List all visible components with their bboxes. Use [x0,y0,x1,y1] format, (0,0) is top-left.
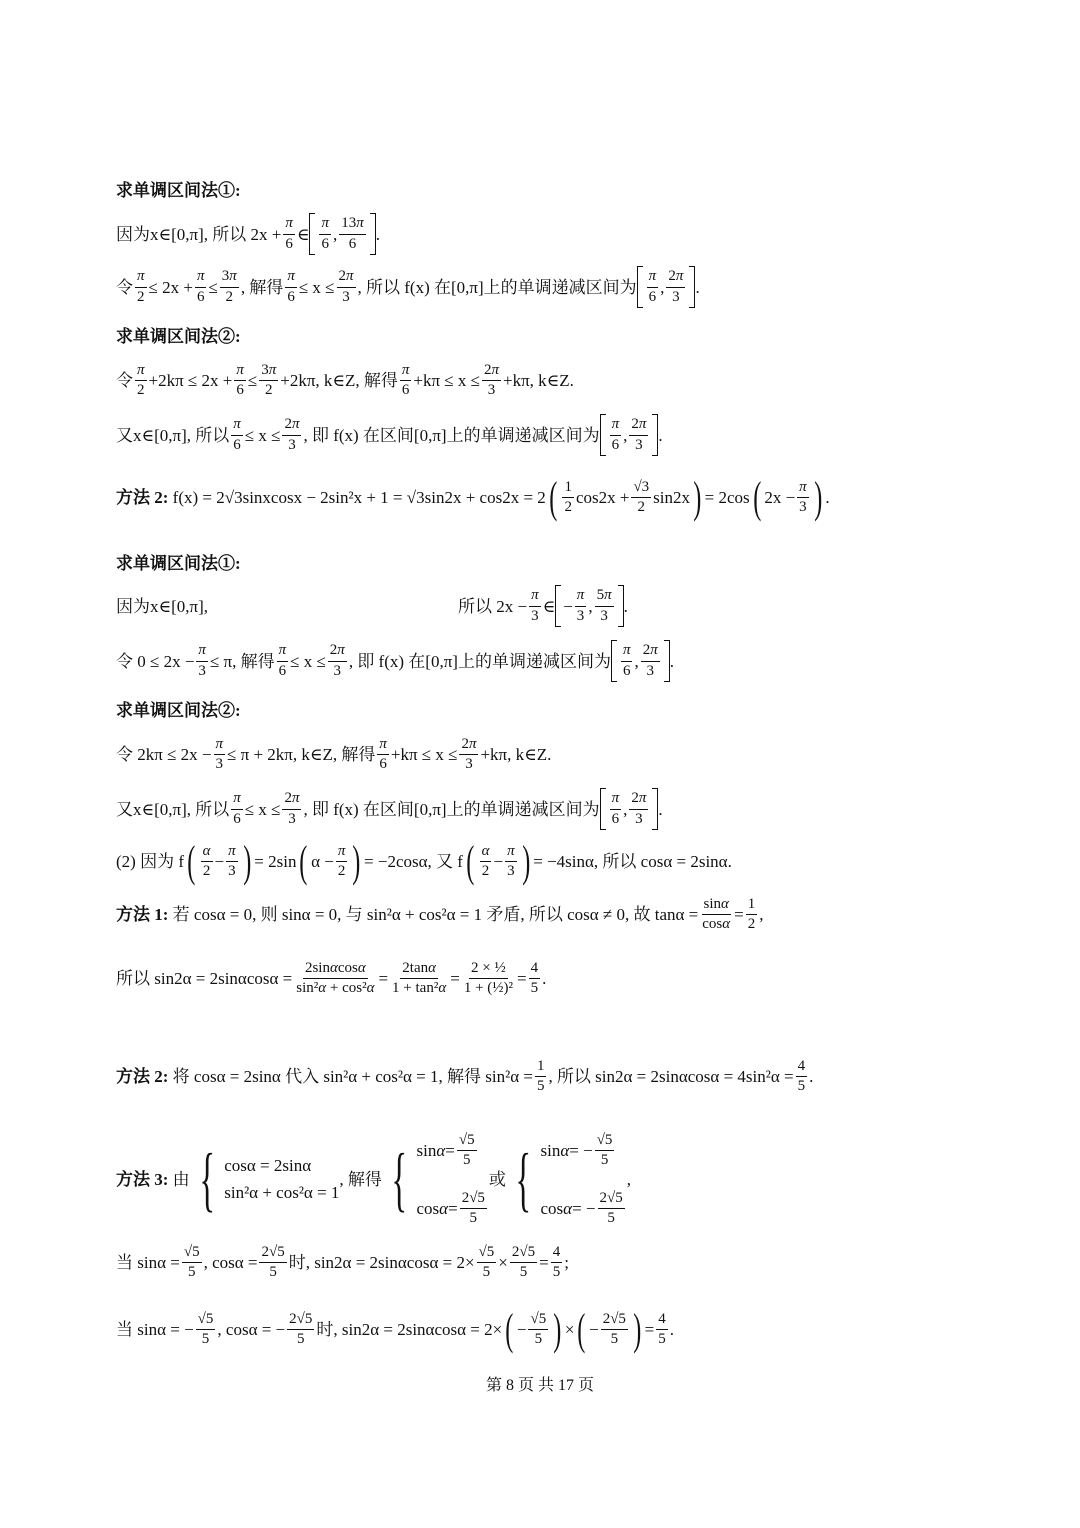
line-s1-4: 又x∈[0,π], 所以 $\frac{\pi}{6}$ ≤ x ≤ $\frac{2\pi}{3}$ , 即 f(x) 在区间[0,π]上的单调递减区间为 $\frac{\pi}{6}$ , $\frac{2\pi}{3}$ . [116,414,663,456]
heading-method2-interval-b: 求单调区间法②: [116,701,241,720]
line-s1-2: 令 $\frac{\pi}{2}$ ≤ 2x + $\frac{\pi}{6}$ ≤ $\frac{3\pi}{2}$ , 解得 $\frac{\pi}{6}$ ≤ x ≤ $\frac{2\pi}{3}$ , 所以 f(x) 在[0,π]上的单调递减区间为 $\frac{\pi}{6}$ , $\frac{2\pi}{3}$ . [116,266,700,308]
line-part2: (2) 因为 f ( $\frac{\alpha}{2}$ − $\frac{\pi}{3}$ ) = 2sin ( α − $\frac{\pi}{2}$ ) = −2cosα, 又 f ( $\frac{\alpha}{2}$ − $\frac{\pi}{3}$ ) = −4sinα, 所以 cosα = 2sinα. [116,837,732,886]
line-method2-formula: 方法 2: f(x) = 2√3sinxcosx − 2sin²x + 1 = √3sin2x + cos2x = 2 ( $\frac{1}{2}$ cos2x + $\frac{√3}{2}$ sin2x ) = 2cos ( 2x − $\frac{\pi}{3}$ ) . [116,473,830,522]
line-m2-1: 因为x∈[0,π], 所以 2x − $\frac{\pi}{3}$ ∈ − $\frac{\pi}{3}$ , $\frac{5\pi}{3}$ . [116,585,676,627]
line-s1-3: 令 $\frac{\pi}{2}$ +2kπ ≤ 2x + $\frac{\pi}{6}$ ≤ $\frac{3\pi}{2}$ +2kπ, k∈Z, 解得 $\frac{\pi}{6}$ +kπ ≤ x ≤ $\frac{2\pi}{3}$ +kπ, k∈Z. [116,362,574,399]
line-a1-2: 所以 sin2α = 2sinαcosα = $\frac{2\sin\alpha\cos\alpha}{\text{sin²α + cos²α}}$ = $\frac{2\tan\alpha}{\text{1 + tan²α}}$ = $\frac{\text{2 × ½}}{\text{1 + (½)²}}$ = $\frac{4}{5}$ . [116,960,547,997]
heading-method1-interval-a: 求单调区间法①: [116,181,241,200]
line-a3-case2: 当 sinα = − $\frac{√5}{5}$ , cosα = − $\frac{2√5}{5}$ 时, sin2α = 2sinαcosα = 2× ( − $\frac{√5}{5}$ ) × ( − $\frac{2√5}{5}$ ) = $\frac{4}{5}$ . [116,1305,674,1354]
line-m2-3: 令 2kπ ≤ 2x − $\frac{\pi}{3}$ ≤ π + 2kπ, k∈Z, 解得 $\frac{\pi}{6}$ +kπ ≤ x ≤ $\frac{2\pi}{3}$ +kπ, k∈Z. [116,736,552,773]
line-s1-1: 因为x∈[0,π], 所以 2x + $\frac{\pi}{6}$ ∈ $\frac{\pi}{6}$ , $\frac{13\pi}{6}$ . [116,213,380,255]
line-m2-4: 又x∈[0,π], 所以 $\frac{\pi}{6}$ ≤ x ≤ $\frac{2\pi}{3}$ , 即 f(x) 在区间[0,π]上的单调递减区间为 $\frac{\pi}{6}$ , $\frac{2\pi}{3}$ . [116,788,663,830]
line-m2-2: 令 0 ≤ 2x − $\frac{\pi}{3}$ ≤ π, 解得 $\frac{\pi}{6}$ ≤ x ≤ $\frac{2\pi}{3}$ , 即 f(x) 在[0,π]上的单调递减区间为 $\frac{\pi}{6}$ , $\frac{2\pi}{3}$ . [116,640,674,682]
heading-method1-interval-b: 求单调区间法②: [116,327,241,346]
line-a1: 方法 1: 若 cosα = 0, 则 sinα = 0, 与 sin²α + cos²α = 1 矛盾, 所以 cosα ≠ 0, 故 tanα = $\frac{\sin\alpha}{\cos\alpha}$ = $\frac{1}{2}$ , [116,896,764,933]
heading-method2-interval-a: 求单调区间法①: [116,554,241,573]
line-a2: 方法 2: 将 cosα = 2sinα 代入 sin²α + cos²α = 1, 解得 sin²α = $\frac{1}{5}$ , 所以 sin2α = 2sinαcosα = 4sin²α = $\frac{4}{5}$ . [116,1058,814,1095]
page-footer: 第 8 页 共 17 页 [485,1377,594,1394]
line-a3: 方法 3: 由 { cosα = 2sinα sin²α + cos²α = 1 , 解得 { sin α = $\frac{√5}{5}$ cos α = $\frac{2√5}{5}$ 或 { sin α = − $\frac{√5}{5}$ cos α = − $\frac{2√5}{5}$ , [116,1132,632,1226]
line-a3-case1: 当 sinα = $\frac{√5}{5}$ , cosα = $\frac{2√5}{5}$ 时, sin2α = 2sinαcosα = 2× $\frac{√5}{5}$ × $\frac{2√5}{5}$ = $\frac{4}{5}$ ; [116,1244,569,1281]
